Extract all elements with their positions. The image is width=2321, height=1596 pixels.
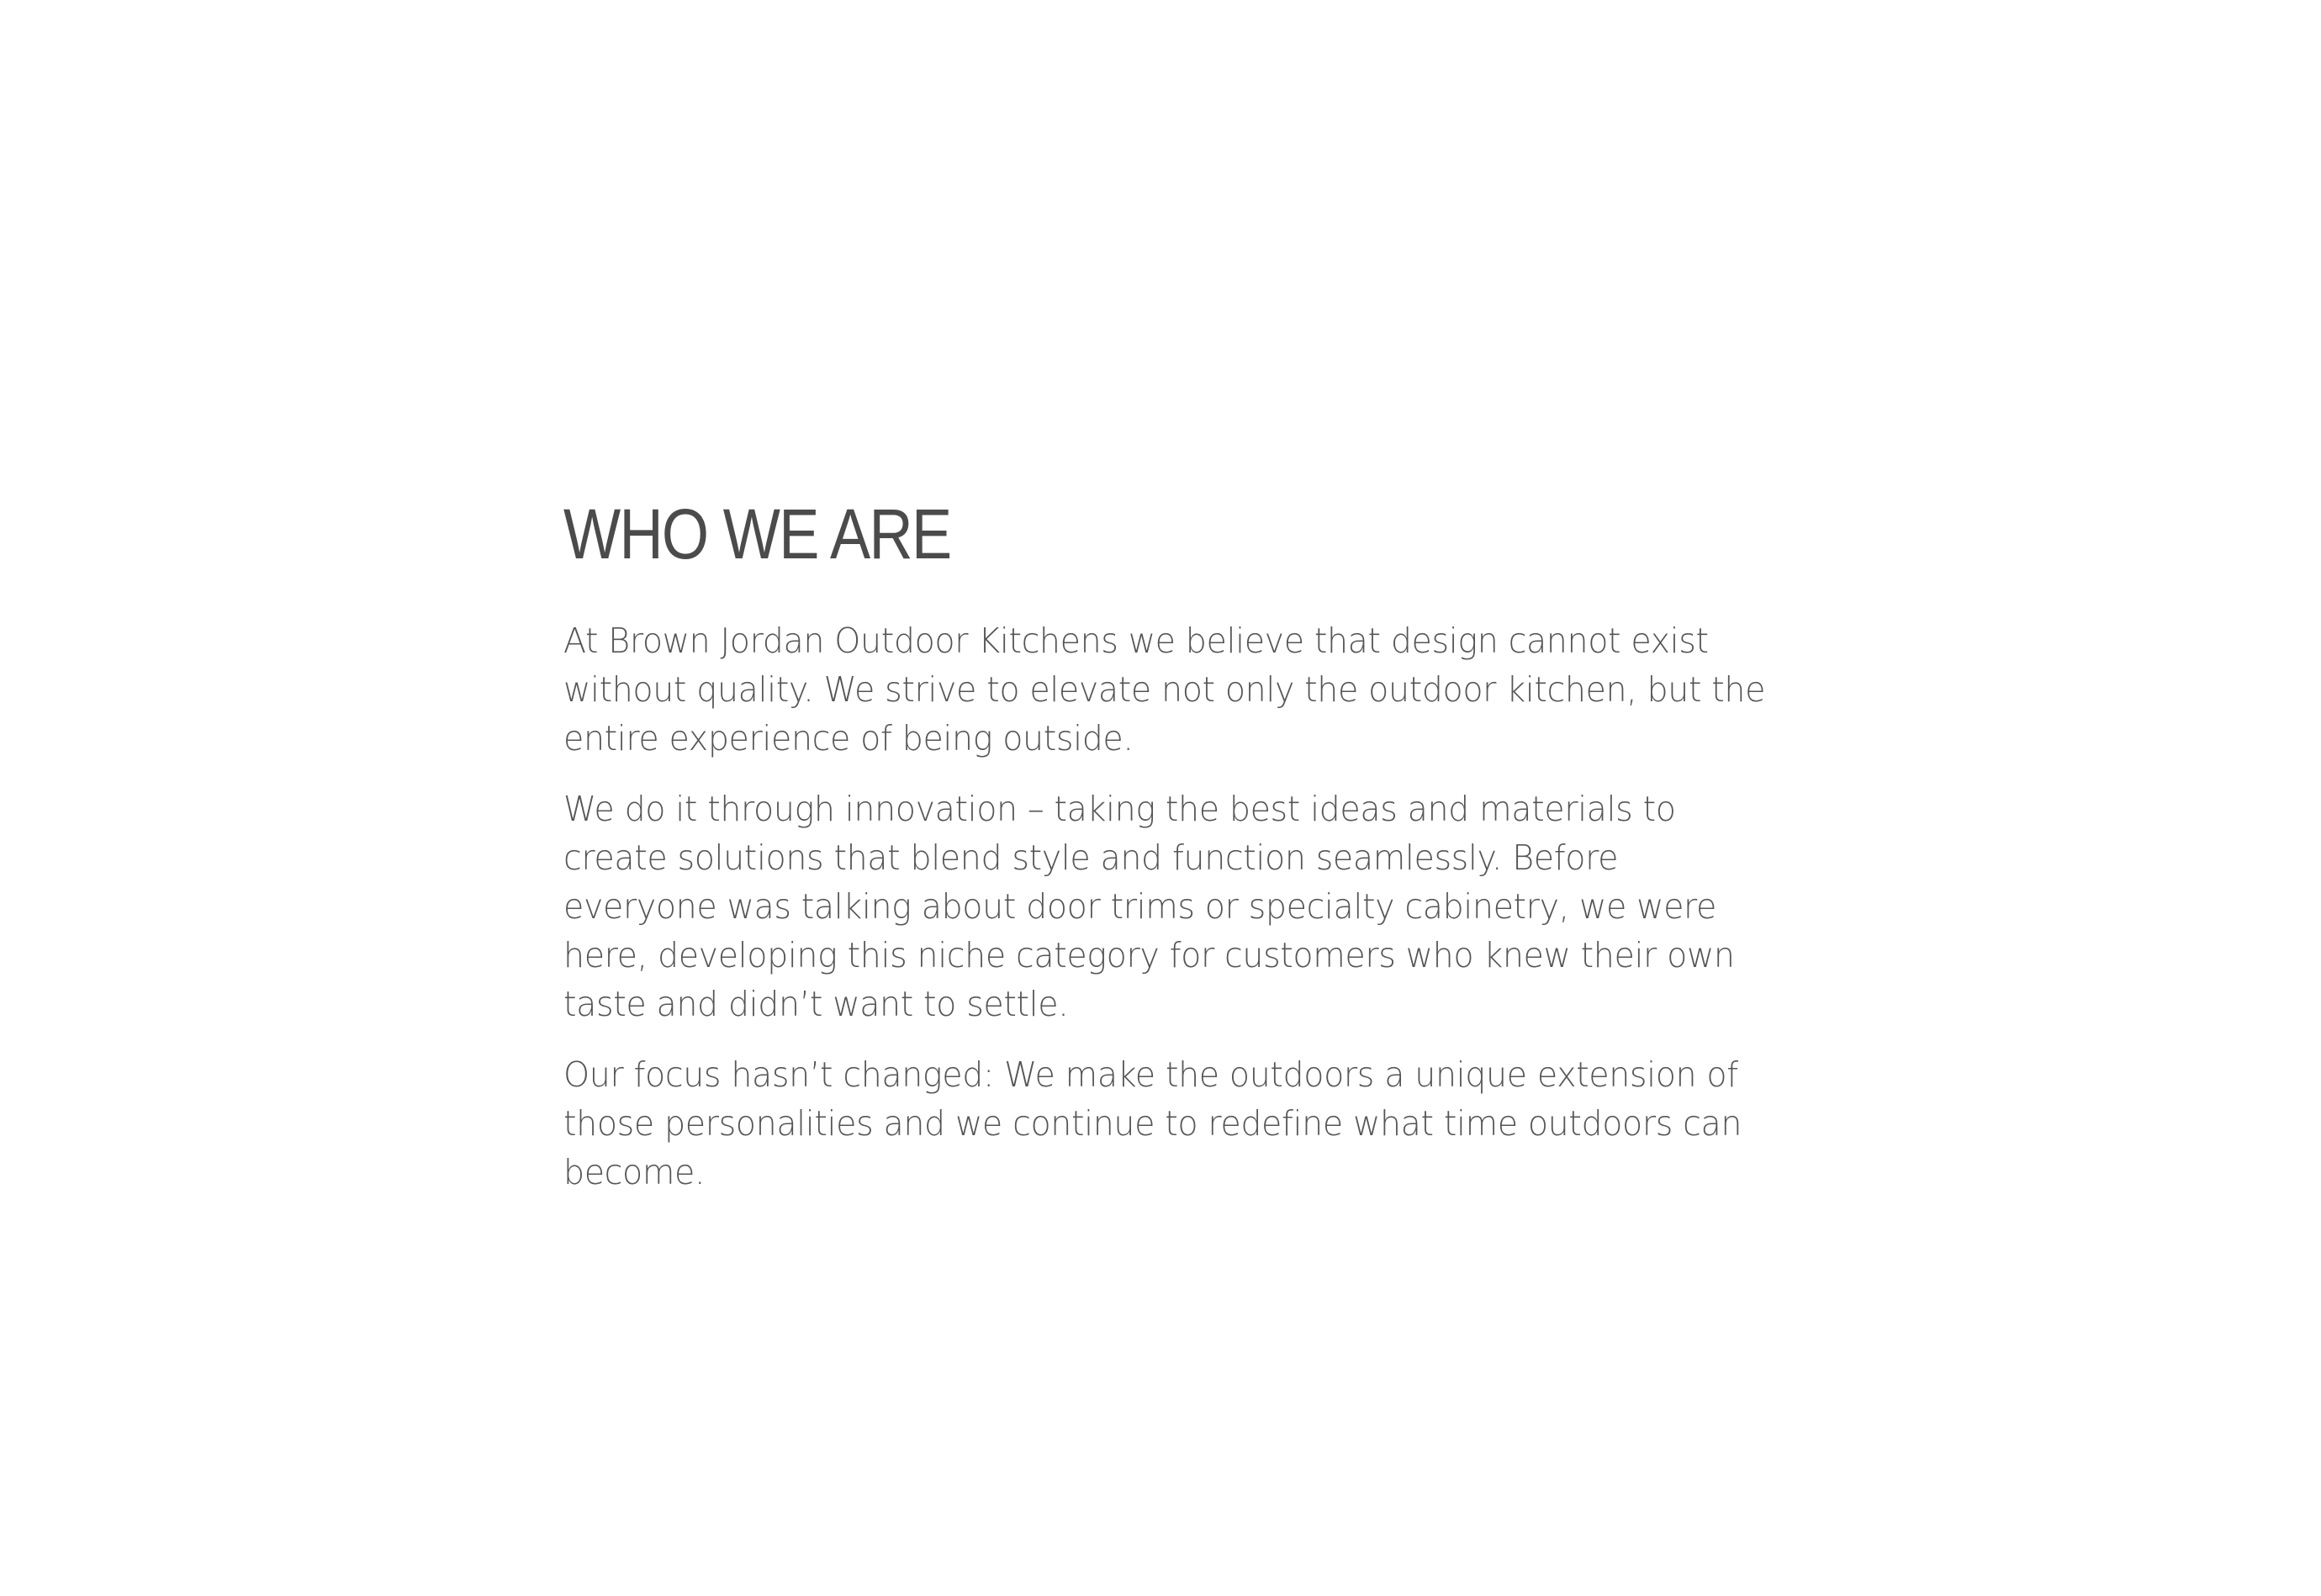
who-we-are-section xyxy=(563,492,1808,1218)
body-text xyxy=(563,616,1808,1197)
paragraph-innovation: We do it through innovation – taking the best ideas and materials to create solutions that blend style and function seamlessly. Before everyone was talking about door trims or specialty cabinetry, we were here, developing this niche category for customers who knew their own taste and didn’t want to settle. xyxy=(563,789,1735,1024)
paragraph-intro: At Brown Jordan Outdoor Kitchens we believe that design cannot exist without quality. We strive to elevate not only the outdoor kitchen, but the entire experience of being outside. xyxy=(563,621,1766,758)
section-heading: WHO WE ARE xyxy=(563,494,951,573)
paragraph-focus: Our focus hasn’t changed: We make the outdoors a unique extension of those personalities and we continue to redefine what time outdoors can become. xyxy=(563,1054,1742,1192)
